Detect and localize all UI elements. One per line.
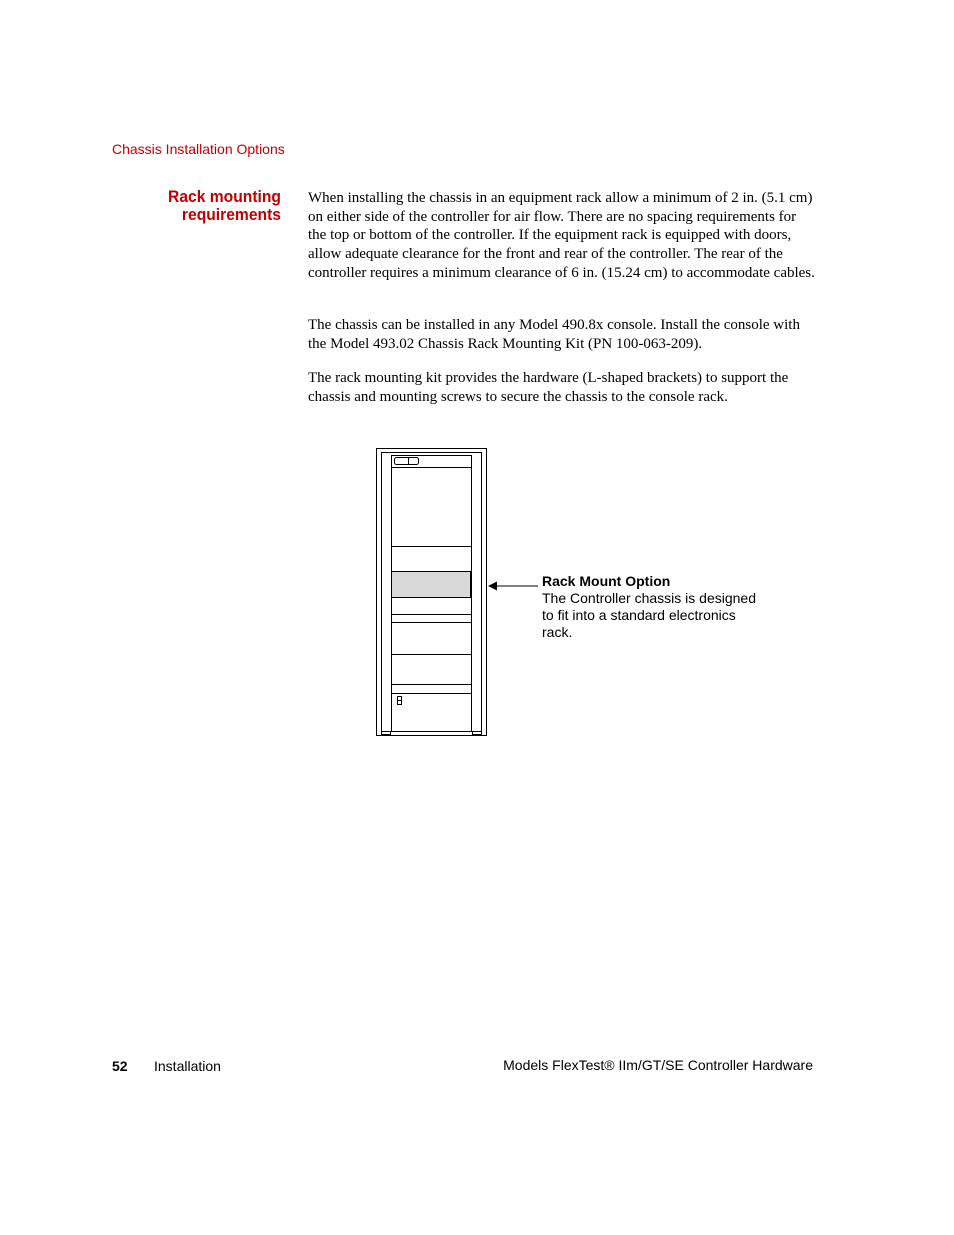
paragraph-console: The chassis can be installed in any Model 490.8x console. Install the console with the Model 493.02 Chassis Rack Mounting Kit (PN 100-063-209).	[308, 317, 800, 352]
callout-title: Rack Mount Option	[542, 573, 671, 589]
paragraph-mounting-kit: The rack mounting kit provides the hardware (L-shaped brackets) to support the chassis and mounting screws to secure the chassis to the console rack.	[308, 370, 789, 405]
section-heading-line1: Rack mounting	[168, 187, 281, 206]
section-heading	[151, 188, 281, 224]
callout-arrowhead	[488, 582, 497, 591]
rack-foot-left	[382, 732, 391, 735]
paragraph-clearance: When installing the chassis in an equipment rack allow a minimum of 2 in. (5.1 cm) on either side of the controller for air flow. There are no spacing requirements for the top or bottom of the controller. If the equipment rack is equipped with doors, allow adequate clearance for the front and rear of the controller. The rear of the controller requires a minimum clearance of 6 in. (15.24 cm) to accommodate cables.	[308, 190, 815, 281]
controller-chassis-highlight	[392, 572, 471, 598]
top-panel-handle	[395, 458, 419, 465]
footer-doc-title: Models FlexTest® IIm/GT/SE Controller Hardware	[503, 1057, 813, 1073]
callout-text: The Controller chassis is designed to fit into a standard electronics rack.	[542, 590, 756, 640]
footer-section: Installation	[154, 1058, 221, 1074]
page-number: 52	[112, 1058, 128, 1074]
rack-foot-right	[473, 732, 482, 735]
section-heading-line2: requirements	[181, 205, 281, 224]
running-header: Chassis Installation Options	[112, 141, 285, 157]
